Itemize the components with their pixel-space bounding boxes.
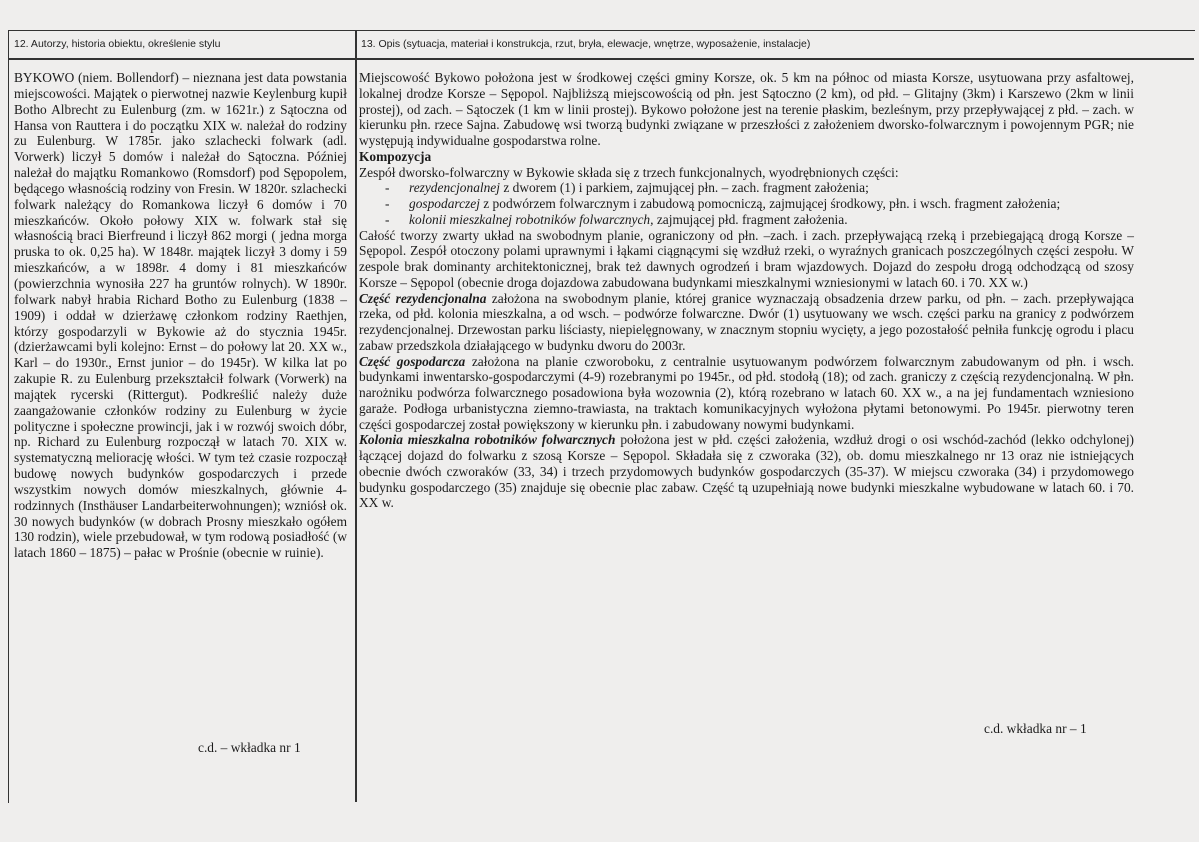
parts-list [359,180,1134,227]
dash-bullet: - [385,196,390,211]
history-text: BYKOWO (niem. Bollendorf) – nieznana jest data powstania miejscowości. Majątek o pierwotnej nazwie Keylenburg kupił Botho Albrecht zu Eulenburg (zm. w 1621r.) z Sątoczna od Hansa von Rauttera i do początku XIX w. należał do rodziny zu Eulenburg. W 1785r. jako szlachecki folwark (adl. Vorwerk) liczył 5 domów i należał do Sątoczna. Później należał do majątku Romankowo (Romsdorf) pod Sępopolem, będącego własnością rodziny von Fresin. W 1820r. szlachecki folwark należący do Romankowa liczył 6 domów i 70 mieszkańców. Około połowy XIX w. folwark stał się własnością braci Bierfreund i liczył 862 morgi ( jedna morga pruska to ok. 0,25 ha). W 1848r. majątek liczył 3 domy i 59 mieszkańców, a w 1898r. 4 domy i 81 mieszkańców (powierzchnia wynosiła 227 ha gruntów rolnych). W 1890r. folwark nabył hrabia Richard Botho zu Eulenburg (1838 – 1909) i oddał w dzierżawę członkom rodziny Raethjen, którzy gospodarzyli w Bykowie aż do stycznia 1945r.(dzierżawcami byli kolejno: Ernst – do połowy lat 20. XX w., Karl – do 1930r., Ernst junior – do 1945r). W kilka lat po zakupie R. zu Eulenburg przekształcił folwark (Vorwerk) na majątek rycerski (Rittergut). Podkreślić należy duże zaangażowanie członków rodziny zu Eulenburg w życie polityczne i społeczne prowincji, jak i w rozwój swoich dóbr, np. Richard zu Eulenburg rozpoczął w latach 70. XIX w. systematyczną meliorację włości. W tym też czasie rozpoczął budowę nowych budynków gospodarczych i przede wszystkim nowych domów mieszkalnych, głównie 4-rodzinnych (Insthäuser Landarbeiterwohnungen); wzniósł ok. 30 nowych budynków (w dobrach Prosny mieszkało ogółem 130 rodzin), wiele przebudował, w tym rodową posiadłość (w latach 1860 – 1875) – pałac w Prośnie (obecnie w ruinie). [14,70,347,561]
composition-intro: Zespół dworsko-folwarczny w Bykowie składa się z trzech funkcjonalnych, wyodrębnionych części: [359,164,899,180]
farm-heading: Część gospodarcza [359,353,466,369]
dash-bullet: - [385,211,390,227]
header-left: 12. Autorzy, historia obiektu, określenie stylu [14,38,221,50]
list-item-term: rezydencjonalnej [409,180,500,196]
colony-heading: Kolonia mieszkalna robotników folwarcznych [359,432,616,448]
layout-paragraph: Całość tworzy zwarty układ na swobodnym planie, ograniczony od płn. –zach. i zach. przepływającą rzeką i przebiegającą drogą Korsze – Sępopol. Zespół otoczony polami uprawnymi i łąkami ciągnącymi się wzdłuż rzeki, o wyraźnych granicach poszczególnych części zespołu. W zespole brak dominanty architektonicznej, brak też dawnych ogrodzeń i bram wjazdowych. Dojazd do zespołu drogą odchodzącą od szosy Korsze – Sępopol (obecnie droga dojazdowa zabudowana budynkami mieszkalnymi wzniesionymi w latach 60. i 70. XX w.) [359,227,1134,290]
farm-text: założona na planie czworoboku, z centralnie usytuowanym podwórzem folwarcznym zabudowanym od płn. i wsch. budynkami inwentarsko-gospodarczymi (4-9) rozebranymi po 1945r., od płd. stodołą (18); od zach. graniczy z częścią rezydencjonalną. W płn. narożniku podwórza folwarcznego posadowiona była wozownia (2), którą rozebrano w latach 60. XX w., a na jej fundamentach wzniesiono garaże. Podłoga urbanistyczna ziemno-trawiasta, na traktach komunikacyjnych wyłożona płytami betonowymi. Po 1945r. pierwotny teren części gospodarczej został powiększony w kierunku płn. i zabudowany nowymi budynkami. [359,353,1134,432]
list-item [359,212,1134,228]
list-item-text: zajmującej płd. fragment założenia. [653,211,848,227]
continuation-note-left: c.d. – wkładka nr 1 [198,740,301,755]
kompozycja-heading: Kompozycja [359,148,432,164]
list-item [359,180,1134,196]
history-column [14,70,347,561]
continuation-note-right: c.d. wkładka nr – 1 [984,721,1087,736]
farm-paragraph [359,354,1134,433]
column-divider [355,30,357,802]
list-item [359,196,1134,212]
list-item-text: z podwórzem folwarcznym i zabudową pomocniczą, zajmującej środkowy, płn. i wsch. fragment założenia; [479,196,1061,211]
list-item-term: kolonii mieszkalnej robotników folwarcznych, [409,211,654,227]
header-right: 13. Opis (sytuacja, materiał i konstrukcja, rzut, bryła, elewacje, wnętrze, wyposażenie, instalacje) [361,38,811,50]
list-item-term: gospodarczej [409,196,480,211]
colony-text: położona jest w płd. części założenia, wzdłuż drogi o osi wschód-zachód (lekko odchylonej) łączącej dojazd do folwarku z szosą Korsze – Sępopol. Składała się z czworaka (32), ob. domu mieszkalnego nr 13 oraz nie istniejących obecnie dwóch czworaków (33, 34) i trzech przydomowych budynków gospodarczych (35-37). W miejscu czworaka (34) i przydomowego budynku gospodarczego (35) znajduje się obecnie plac zabaw. Część tą uzupełniają nowe budynki mieszkalne wybudowane w latach 60. i 70. XX w. [359,432,1134,511]
residential-text: założona na swobodnym planie, której granice wyznaczają obsadzenia drzew parku, od płn. – zach. przepływająca rzeka, od płd. kolonia mieszkalna, a od wsch. – podwórze folwarczne. Dwór (1) usytuowany we wsch. części parku na granicy z podwórzem rezydencjonalnej. Drzewostan parku liściasty, niepielęgnowany, w znacznym stopniu wycięty, a jego pozostałość pełniła funkcję ogrodu i placu zabaw przedszkola działającego w budynku dworu do 2003r. [359,290,1134,353]
list-item-text: z dworem (1) i parkiem, zajmującej płn. – zach. fragment założenia; [499,180,869,196]
header-divider [8,58,1194,60]
residential-heading: Część rezydencjonalna [359,290,487,306]
colony-paragraph [359,432,1134,511]
location-paragraph: Miejscowość Bykowo położona jest w środkowej części gminy Korsze, ok. 5 km na północ od miasta Korsze, usytuowana przy asfaltowej, lokalnej drodze Korsze – Sępopol. Najbliższą miejscowością od płn. jest Sątoczno (2 km), od płd. – Glitajny (3km) i Karszewo (2km w linii prostej), od zach. – Sątoczek (1 km w linii prostej). Bykowo położone jest na terenie płaskim, bezleśnym, przy przepływającej z płd. – zach. w kierunku płn. rzece Sajna. Zabudowę wsi tworzą budynki związane w przeszłości z założeniem dworsko-folwarcznym i powojennym PGR; nie występują indywidualne gospodarstwa rolne. [359,70,1134,148]
residential-paragraph [359,291,1134,354]
dash-bullet: - [385,180,390,196]
description-column [359,70,1134,511]
